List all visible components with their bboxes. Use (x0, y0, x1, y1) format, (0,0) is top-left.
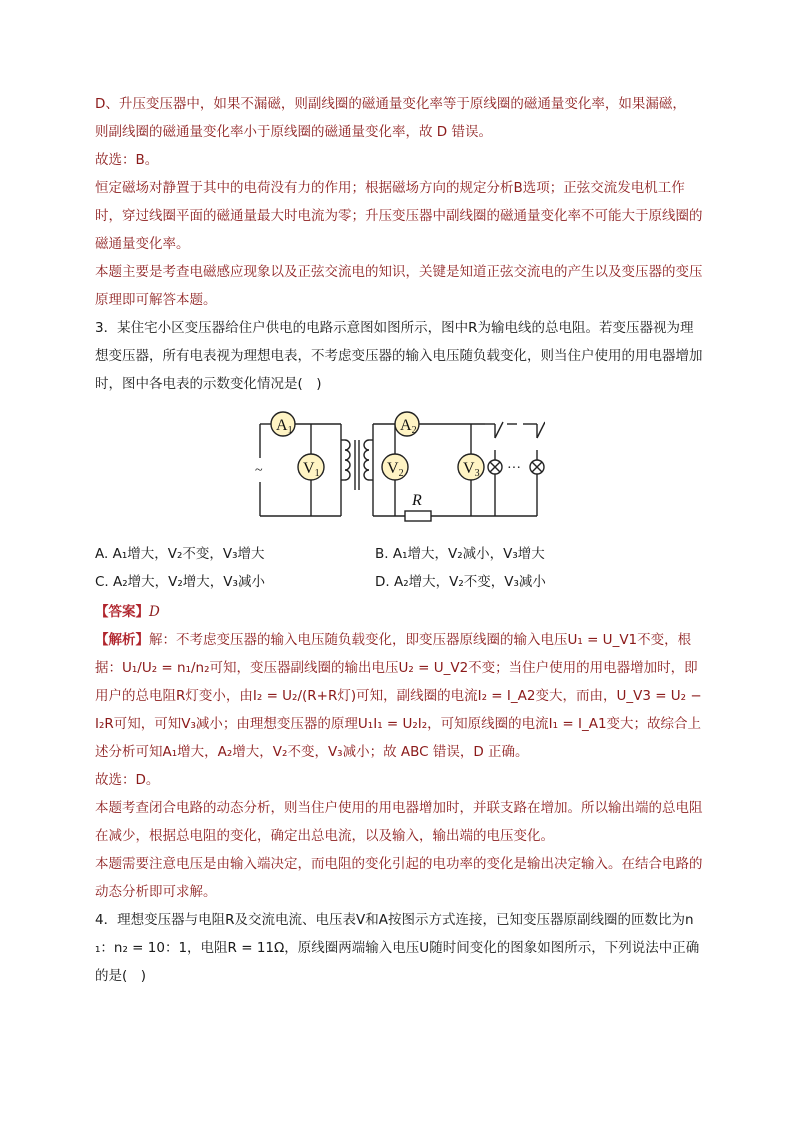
question-3-options (95, 540, 705, 596)
answer-value: D (149, 604, 160, 620)
svg-text:A1: A1 (276, 417, 293, 436)
summary-3b: 本题需要注意电压是由输入端决定，而电阻的变化引起的电功率的变化是输出决定输入。在结合电路的动态分析即可求解。 (95, 856, 703, 900)
circuit-diagram (255, 404, 545, 532)
choose-3: 故选：D。 (95, 772, 160, 788)
answer-line (95, 598, 705, 626)
summary-1a: 恒定磁场对静置于其中的电荷没有力的作用；根据磁场方向的规定分析B选项；正弦交流发电机工作时，穿过线圈平面的磁通量最大时电流为零；升压变压器中副线圈的磁通量变化率不可能大于原线圈的磁通量变化率。 (95, 180, 703, 252)
choose-1: 故选：B。 (95, 152, 159, 168)
svg-text:V1: V1 (303, 460, 320, 479)
summary-1b: 本题主要是考查电磁感应现象以及正弦交流电的知识，关键是知道正弦交流电的产生以及变压器的变压原理即可解答本题。 (95, 264, 703, 308)
option-c[interactable]: C. A₂增大，V₂增大，V₃减小 (95, 574, 265, 590)
ac-source-symbol: ~ (255, 463, 263, 478)
v3-label: V (463, 460, 475, 477)
part-d-line1: D、升压变压器中，如果不漏磁，则副线圈的磁通量变化率等于原线圈的磁通量变化率，如果漏磁， (95, 96, 686, 112)
svg-text:V2: V2 (387, 460, 404, 479)
v2-label: V (387, 460, 399, 477)
analysis-text: 解：不考虑变压器的输入电压随负载变化，即变压器原线圈的输入电压U₁ = U_V1不变，根据：U₁/U₂ = n₁/n₂可知，变压器副线圈的输出电压U₂ = U_V2不变；当住户使用的用电器增加时，即用户的总电阻R灯变小，由I₂ = U₂/(R+R灯)可知，副线圈的电流I₂ = I_A2变大，而由，U_V3 = U₂ − I₂R可知，可知V₃减小；由理想变压器的原理U₁I₁ = U₂I₂，可知原线圈的电流I₁ = I_A1变大；故综合上述分析可知A₁增大，A₂增大，V₂不变，V₃减小；故 ABC 错误，D 正确。 (95, 632, 702, 760)
part-d-line2: 则副线圈的磁通量变化率小于原线圈的磁通量变化率，故 D 错误。 (95, 124, 492, 140)
document-page (95, 90, 705, 990)
v1-label: V (303, 460, 315, 477)
option-d[interactable]: D. A₂增大，V₂不变，V₃减小 (375, 574, 546, 590)
analysis-line (95, 626, 705, 766)
svg-text:V3: V3 (463, 460, 480, 479)
a1-label: A (276, 417, 288, 434)
resistor-label: R (412, 492, 422, 509)
lamp-dots: ··· (507, 461, 521, 476)
svg-text:A2: A2 (400, 417, 417, 436)
a2-label: A (400, 417, 412, 434)
analysis-tag: 【解析】 (95, 632, 149, 648)
answer-tag: 【答案】 (95, 604, 149, 620)
question-4-stem: 4．理想变压器与电阻R及交流电流、电压表V和A按图示方式连接，已知变压器原副线圈的匝数比为n₁：n₂ = 10：1，电阻R = 11Ω，原线圈两端输入电压U随时间变化的图象如图所示，下列说法中正确的是( ) (95, 912, 700, 984)
summary-3a: 本题考查闭合电路的动态分析，则当住户使用的用电器增加时，并联支路在增加。所以输出端的总电阻在减少，根据总电阻的变化，确定出总电流，以及输入，输出端的电压变化。 (95, 800, 703, 844)
option-a[interactable]: A. A₁增大，V₂不变，V₃增大 (95, 546, 265, 562)
question-3-stem: 3．某住宅小区变压器给住户供电的电路示意图如图所示，图中R为输电线的总电阻。若变压器视为理想变压器，所有电表视为理想电表，不考虑变压器的输入电压随负载变化，则当住户使用的用电器增加时，图中各电表的示数变化情况是( ) (95, 320, 703, 392)
option-b[interactable]: B. A₁增大，V₂减小，V₃增大 (375, 546, 545, 562)
